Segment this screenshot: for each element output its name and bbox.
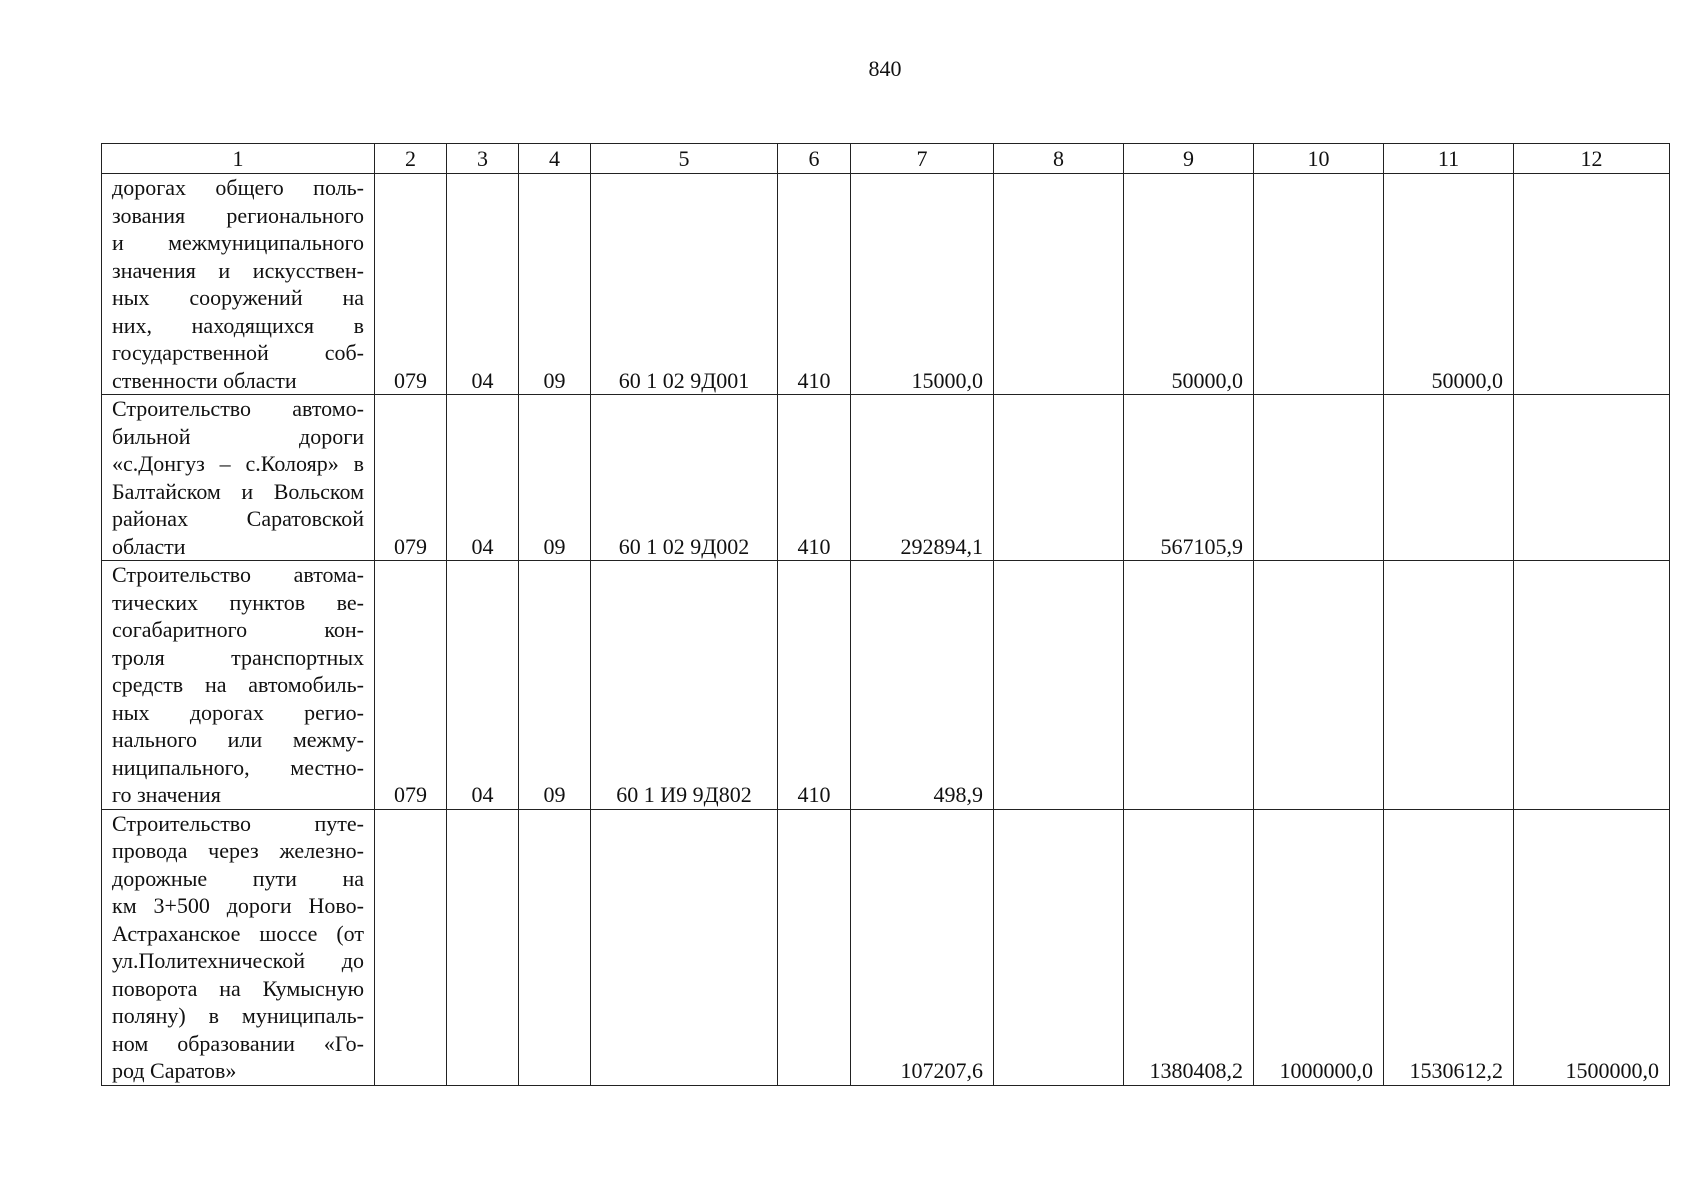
cell-col-11: 1530612,2	[1384, 809, 1514, 1085]
cell-col-5: 60 1 02 9Д002	[591, 395, 778, 561]
header-cell-6: 6	[778, 144, 851, 174]
cell-col-7: 107207,6	[851, 809, 994, 1085]
description-line: районах Саратовской	[112, 506, 364, 531]
header-cell-12: 12	[1514, 144, 1670, 174]
header-cell-1: 1	[102, 144, 375, 174]
description-line: ных дорогах регио-	[112, 699, 364, 725]
description-line: Строительство путе-	[112, 810, 364, 836]
description-line: Строительство автома-	[112, 562, 364, 587]
description-line: средств на автомобиль-	[112, 672, 364, 697]
cell-col-5: 60 1 02 9Д001	[591, 174, 778, 395]
cell-col-11	[1384, 561, 1514, 810]
description-line: троля транспортных	[112, 644, 364, 670]
cell-col-8	[994, 174, 1124, 395]
description-line: провода через железно-	[112, 838, 364, 863]
table-row	[102, 561, 1670, 810]
description-line: бильной дороги	[112, 423, 364, 449]
description-line: тических пунктов ве-	[112, 589, 364, 615]
cell-col-2: 079	[375, 561, 447, 810]
cell-col-9: 1380408,2	[1124, 809, 1254, 1085]
header-cell-8: 8	[994, 144, 1124, 174]
description-line: и межмуниципального	[112, 230, 364, 255]
cell-col-4: 09	[519, 561, 591, 810]
description-line: поляну) в муниципаль-	[112, 1003, 364, 1028]
cell-col-6: 410	[778, 561, 851, 810]
description-line: государственной соб-	[112, 340, 364, 365]
cell-col-4	[519, 809, 591, 1085]
description-line: Строительство автомо-	[112, 396, 364, 421]
description-line: род Саратов»	[112, 1058, 237, 1083]
description-line: поворота на Кумысную	[112, 975, 364, 1001]
table-row	[102, 395, 1670, 561]
table-row	[102, 174, 1670, 395]
description-line: зования регионального	[112, 202, 364, 228]
description-line: «с.Донгуз – с.Колояр» в	[112, 451, 364, 476]
cell-col-6: 410	[778, 395, 851, 561]
cell-col-8	[994, 395, 1124, 561]
cell-col-6	[778, 809, 851, 1085]
cell-col-9: 50000,0	[1124, 174, 1254, 395]
header-cell-11: 11	[1384, 144, 1514, 174]
header-row	[102, 144, 1670, 174]
description-line: дорогах общего поль-	[112, 175, 364, 200]
row-description	[102, 174, 375, 395]
cell-col-4: 09	[519, 395, 591, 561]
description-line: ных сооружений на	[112, 285, 364, 310]
header-cell-3: 3	[447, 144, 519, 174]
description-line: дорожные пути на	[112, 865, 364, 891]
cell-col-12	[1514, 174, 1670, 395]
description-line: км 3+500 дороги Ново-	[112, 893, 364, 918]
cell-col-3: 04	[447, 561, 519, 810]
header-cell-10: 10	[1254, 144, 1384, 174]
header-cell-4: 4	[519, 144, 591, 174]
description-line: области	[112, 533, 186, 559]
row-description	[102, 809, 375, 1085]
cell-col-11: 50000,0	[1384, 174, 1514, 395]
description-line: ниципального, местно-	[112, 754, 364, 780]
cell-col-12	[1514, 561, 1670, 810]
page-number: 840	[868, 56, 902, 81]
cell-col-3: 04	[447, 174, 519, 395]
description-line: ул.Политехнической до	[112, 948, 364, 973]
description-line: нального или межму-	[112, 727, 364, 752]
header-cell-2: 2	[375, 144, 447, 174]
description-line: ном образовании «Го-	[112, 1030, 364, 1056]
cell-col-2	[375, 809, 447, 1085]
description-line: них, находящихся в	[112, 312, 364, 338]
description-line: Балтайском и Вольском	[112, 478, 364, 504]
description-line: Астраханское шоссе (от	[112, 920, 364, 946]
cell-col-7: 15000,0	[851, 174, 994, 395]
cell-col-7: 498,9	[851, 561, 994, 810]
cell-col-3	[447, 809, 519, 1085]
cell-col-10: 1000000,0	[1254, 809, 1384, 1085]
cell-col-11	[1384, 395, 1514, 561]
description-line: ственности области	[112, 367, 297, 393]
cell-col-5	[591, 809, 778, 1085]
cell-col-3: 04	[447, 395, 519, 561]
cell-col-10	[1254, 561, 1384, 810]
description-line: согабаритного кон-	[112, 617, 364, 642]
cell-col-9: 567105,9	[1124, 395, 1254, 561]
cell-col-10	[1254, 174, 1384, 395]
table-row	[102, 809, 1670, 1085]
cell-col-9	[1124, 561, 1254, 810]
cell-col-6: 410	[778, 174, 851, 395]
cell-col-2: 079	[375, 395, 447, 561]
cell-col-10	[1254, 395, 1384, 561]
header-cell-7: 7	[851, 144, 994, 174]
cell-col-8	[994, 561, 1124, 810]
budget-table	[101, 143, 1670, 1086]
description-line: значения и искусствен-	[112, 257, 364, 283]
cell-col-12: 1500000,0	[1514, 809, 1670, 1085]
header-cell-5: 5	[591, 144, 778, 174]
cell-col-12	[1514, 395, 1670, 561]
row-description	[102, 561, 375, 810]
cell-col-5: 60 1 И9 9Д802	[591, 561, 778, 810]
cell-col-2: 079	[375, 174, 447, 395]
row-description	[102, 395, 375, 561]
description-line: го значения	[112, 782, 221, 807]
cell-col-4: 09	[519, 174, 591, 395]
cell-col-7: 292894,1	[851, 395, 994, 561]
header-cell-9: 9	[1124, 144, 1254, 174]
cell-col-8	[994, 809, 1124, 1085]
